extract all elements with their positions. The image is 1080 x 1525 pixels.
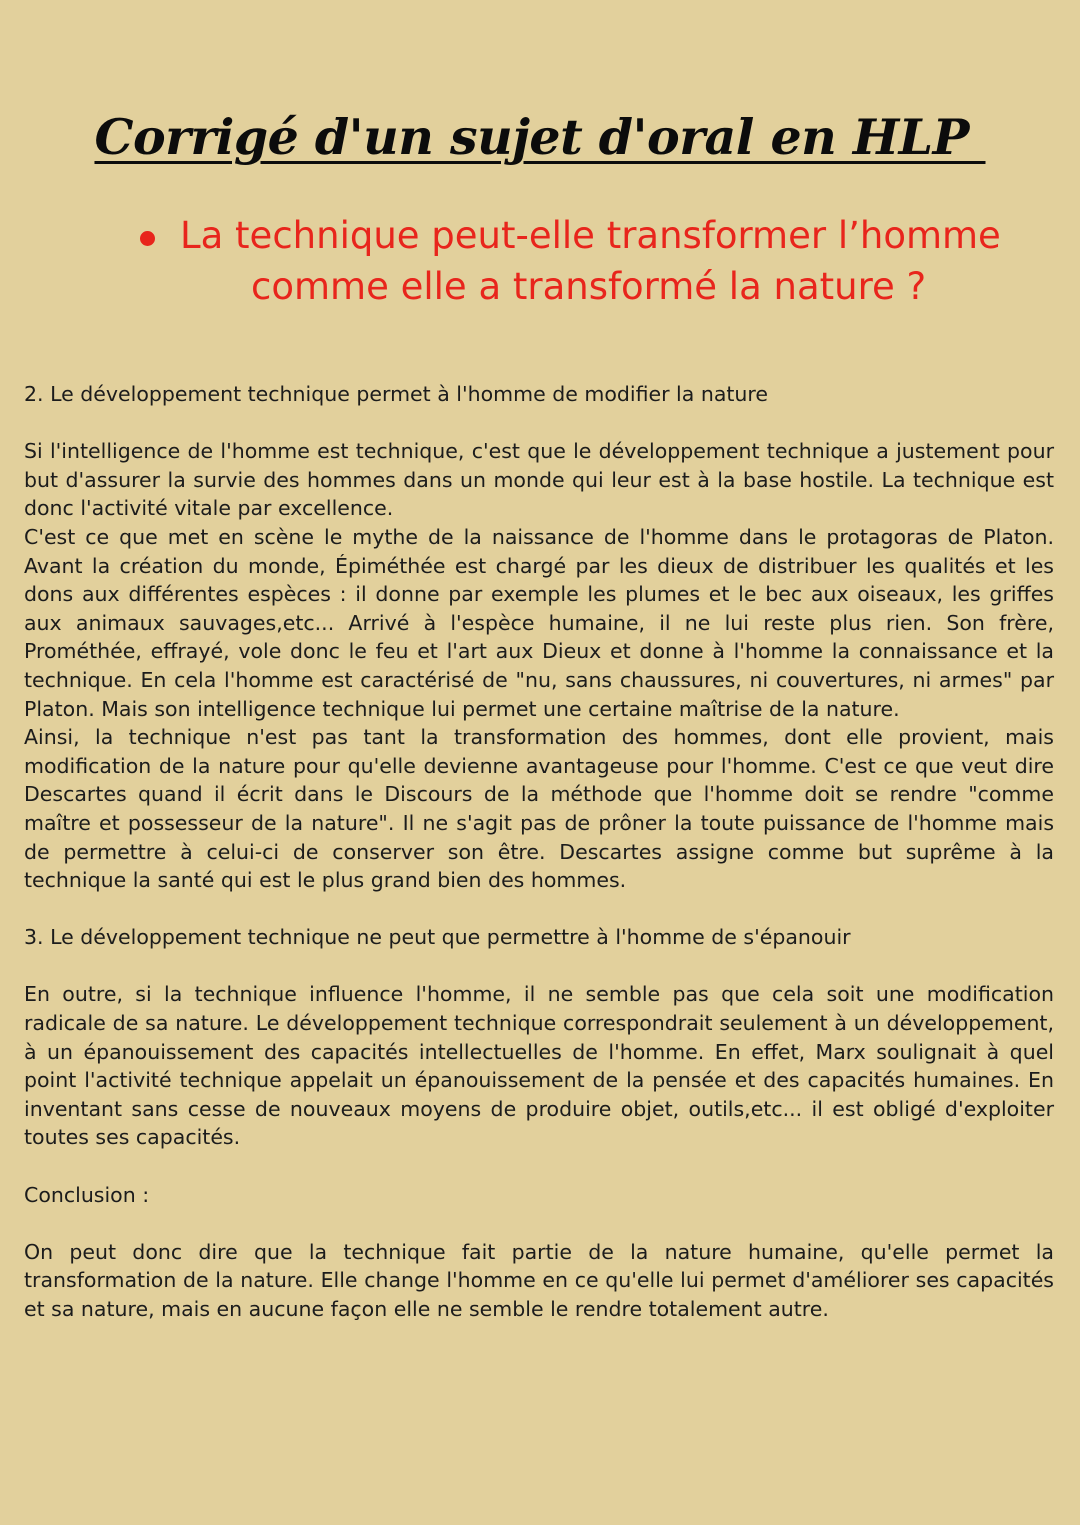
section-2-paragraph-3: Ainsi, la technique n'est pas tant la transformation des hommes, dont elle provient, mais modification de la nature pour qu'elle devienne avantageuse pour l'homme. C'est ce que veut dire Descartes quand il écrit dans le Discours de la méthode que l'homme doit se rendre "comme maître et possesseur de la nature". Il ne s'agit pas de prôner la toute puissance de l'homme mais de permettre à celui-ci de conserver son être. Descartes assigne comme but suprême à la technique la santé qui est le plus grand bien des hommes. (24, 725, 1054, 893)
question-line-1: La technique peut-elle transformer l’homme (180, 214, 1001, 257)
spacer (24, 1209, 1054, 1238)
document-body (24, 380, 1054, 1324)
section-2-heading: 2. Le développement technique permet à l'homme de modifier la nature (24, 382, 768, 406)
section-3-paragraph-1: En outre, si la technique influence l'homme, il ne semble pas que cela soit une modification radicale de sa nature. Le développement technique correspondrait seulement à un développement, à un épanouissement des capacités intellectuelles de l'homme. En effet, Marx soulignait à quel point l'activité technique appelait un épanouissement de la pensée et des capacités humaines. En inventant sans cesse de nouveaux moyens de produire objet, outils,etc... il est obligé d'exploiter toutes ses capacités. (24, 982, 1054, 1150)
conclusion-heading: Conclusion : (24, 1182, 150, 1207)
spacer (24, 1152, 1054, 1181)
spacer (24, 895, 1054, 924)
question-line-2: comme elle a transformé la nature ? (251, 265, 927, 308)
spacer (24, 409, 1054, 438)
conclusion-paragraph: On peut donc dire que la technique fait partie de la nature humaine, qu'elle permet la transformation de la nature. Elle change l'homme en ce qu'elle lui permet d'améliorer ses capacités et sa nature, mais en aucune façon elle ne semble le rendre totalement autre. (24, 1239, 1054, 1321)
spacer (24, 952, 1054, 981)
page-title-text: Corrigé d'un sujet d'oral en HLP (94, 108, 986, 166)
section-3-heading: 3. Le développement technique ne peut que permettre à l'homme de s'épanouir (24, 925, 851, 950)
section-2-paragraph-2: C'est ce que met en scène le mythe de la naissance de l'homme dans le protagoras de Platon. Avant la création du monde, Épiméthée est chargé par les dieux de distribuer les qualités et les dons aux différentes espèces : il donne par exemple les plumes et le bec aux oiseaux, les griffes aux animaux sauvages,etc... Arrivé à l'espèce humaine, il ne lui reste plus rien. Son frère, Prométhée, effrayé, vole donc le feu et l'art aux Dieux et donne à l'homme la connaissance et la technique. En cela l'homme est caractérisé de "nu, sans chaussures, ni couvertures, ni armes" par Platon. Mais son intelligence technique lui permet une certaine maîtrise de la nature. (24, 524, 1054, 721)
section-2-paragraph-1: Si l'intelligence de l'homme est technique, c'est que le développement technique a justement pour but d'assurer la survie des hommes dans un monde qui leur est à la base hostile. La technique est donc l'activité vitale par excellence. (24, 439, 1054, 521)
bullet-icon (140, 231, 155, 246)
page-title (0, 108, 1080, 166)
